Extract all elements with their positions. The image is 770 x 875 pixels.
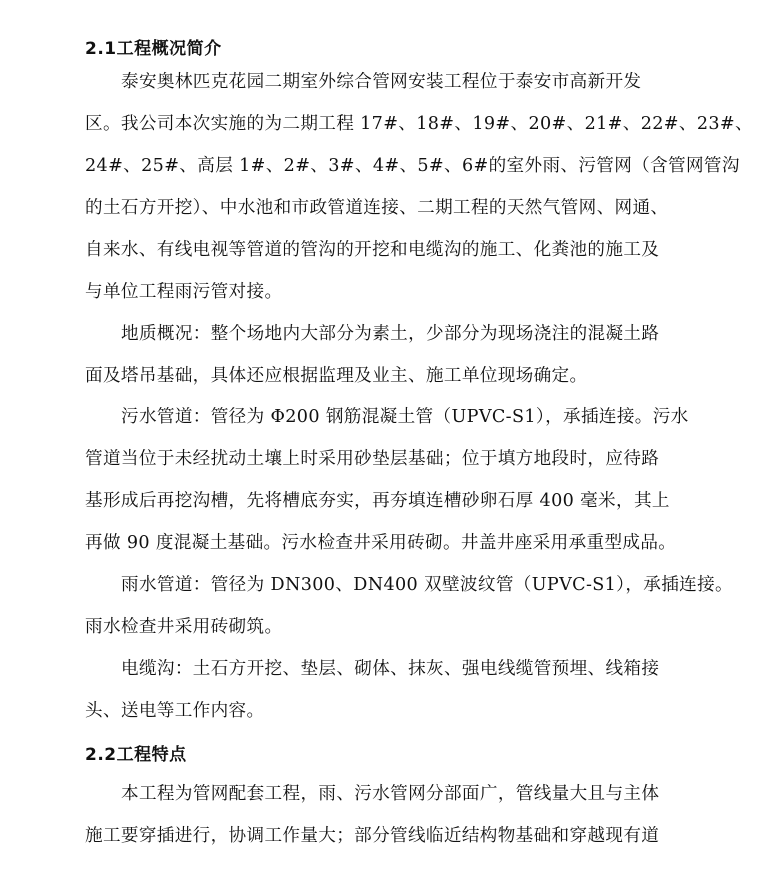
paragraph-line: 电缆沟：土石方开挖、垫层、砌体、抹灰、强电线缆管预埋、线箱接 xyxy=(121,659,660,679)
paragraph-line: 雨水管道：管径为 DN300、DN400 双壁波纹管（UPVC-S1），承插连接。 xyxy=(121,575,733,595)
paragraph-line: 污水管道：管径为 Φ200 钢筋混凝土管（UPVC-S1），承插连接。污水 xyxy=(121,407,689,427)
paragraph-line: 头、送电等工作内容。 xyxy=(85,701,265,721)
paragraph-line: 与单位工程雨污管对接。 xyxy=(85,282,283,302)
paragraph-line: 的土石方开挖）、中水池和市政管道连接、二期工程的天然气管网、网通、 xyxy=(85,198,669,218)
paragraph-line: 基形成后再挖沟槽，先将槽底夯实，再夯填连槽砂卵石厚 400 毫米，其上 xyxy=(85,491,670,511)
paragraph-line: 再做 90 度混凝土基础。污水检查井采用砖砌。井盖井座采用承重型成品。 xyxy=(85,533,677,553)
paragraph-line: 面及塔吊基础，具体还应根据监理及业主、施工单位现场确定。 xyxy=(85,366,588,386)
paragraph-line: 24#、25#、高层 1#、2#、3#、4#、5#、6#的室外雨、污管网（含管网管沟 xyxy=(85,156,740,176)
paragraph-line: 地质概况：整个场地内大部分为素土，少部分为现场浇注的混凝土路 xyxy=(121,324,660,344)
paragraph-line: 本工程为管网配套工程，雨、污水管网分部面广，管线量大且与主体 xyxy=(121,784,660,804)
paragraph-line: 自来水、有线电视等管道的管沟的开挖和电缆沟的施工、化粪池的施工及 xyxy=(85,240,660,260)
section-heading-2-1: 2.1工程概况简介 xyxy=(85,39,222,59)
paragraph-line: 雨水检查井采用砖砌筑。 xyxy=(85,617,283,637)
paragraph-line: 泰安奥林匹克花园二期室外综合管网安装工程位于泰安市高新开发 xyxy=(121,72,642,92)
paragraph-line: 区。我公司本次实施的为二期工程 17#、18#、19#、20#、21#、22#、23#、 xyxy=(85,114,753,134)
paragraph-line: 管道当位于未经扰动土壤上时采用砂垫层基础；位于填方地段时，应待路 xyxy=(85,449,660,469)
section-heading-2-2: 2.2工程特点 xyxy=(85,745,187,765)
paragraph-line: 施工要穿插进行，协调工作量大；部分管线临近结构物基础和穿越现有道 xyxy=(85,826,660,846)
